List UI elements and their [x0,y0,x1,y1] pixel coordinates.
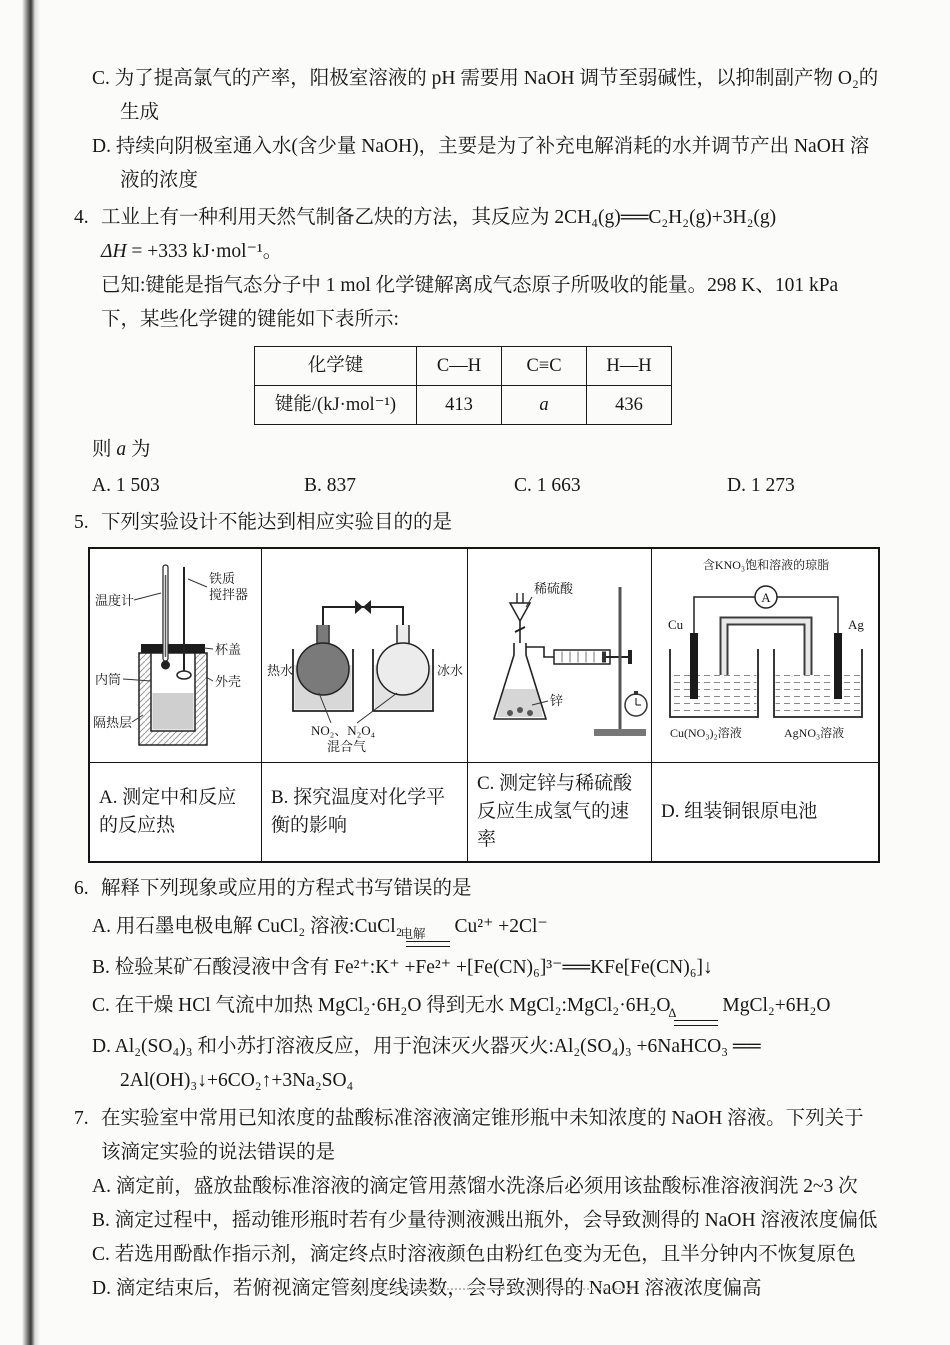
option-4a: A. 1 503 [92,475,160,496]
label-cu-electrode: Cu [668,616,684,632]
scan-artifact-dotted-line [332,1288,632,1290]
label-salt-bridge: 含KNO₃饱和溶液的琼脂 [702,557,830,572]
hot-flask [297,643,349,695]
label-zinc: 锌 [549,692,563,708]
option-4b: B. 837 [304,475,357,496]
label-thermometer: 温度计 [94,592,134,608]
salt-bridge [724,621,808,675]
electrolysis-condition-equals: 电解 [406,928,450,947]
option-6d-line1: D. Al₂(SO₄)₃ 和小苏打溶液反应，用于泡沫灭火器灭火:Al₂(SO₄)₃ +6NaHCO₃ ══ [92,1036,761,1057]
table-cell: 436 [587,386,672,425]
experiment-table [88,547,880,863]
gas-rate-diagram [470,553,650,759]
option-3c: C. 为了提高氯气的产率，阳极室溶液的 pH 需要用 NaOH 调节至弱碱性，以抑制副产物 O₂的生成 [92,68,879,123]
question-7 [74,1102,880,1170]
stopwatch-icon [625,691,647,716]
label-stirrer-line2: 搅拌器 [208,586,248,602]
experiment-a-diagram [90,549,262,763]
delta-h: ΔH [101,241,127,262]
question-7-stem: 在实验室中常用已知浓度的盐酸标准溶液滴定锥形瓶中未知浓度的 NaOH 溶液。下列关于该滴定实验的说法错误的是 [101,1108,864,1163]
label-hot-water: 热水 [266,662,293,678]
question-4-options [92,469,880,503]
label-ag-solution: AgNO₃溶液 [784,725,845,740]
question-4-stem-line3: 已知:键能是指气态分子中 1 mol 化学键解离成气态原子所吸收的能量。298 K、101 kPa 下，某些化学键的键能如下表所示: [101,275,839,330]
question-5 [74,506,880,540]
label-ag-electrode: Ag [848,616,864,632]
scan-left-edge-shadow [22,0,40,1345]
table-header-cell: C≡C [502,347,587,386]
calorimeter-diagram [91,553,261,759]
question-6 [74,872,880,1098]
experiment-c-diagram [468,549,652,763]
label-stirrer-line1: 铁质 [208,570,235,586]
question-4-stem-line2: ΔH = +333 kJ·mol⁻¹。 [101,241,283,262]
question-6-number: 6. [74,878,89,899]
question-4-prompt: 则 a 为 [92,439,151,460]
option-7b: B. 滴定过程中，摇动锥形瓶时若有少量待测液溅出瓶外，会导致测得的 NaOH 溶液浓度偏低 [92,1210,878,1231]
table-header-cell: 化学键 [255,347,417,386]
label-dilute-sulfuric-acid: 稀硫酸 [533,580,573,596]
option-7c: C. 若选用酚酞作指示剂，滴定终点时溶液颜色由粉红色变为无色，且半分钟内不恢复原色 [92,1244,856,1265]
ag-electrode [834,633,842,699]
experiment-a-caption: A. 测定中和反应的反应热 [90,763,262,861]
option-4d: D. 1 273 [727,475,795,496]
experiment-b-caption: B. 探究温度对化学平衡的影响 [262,763,468,861]
question-7-number: 7. [74,1108,89,1129]
label-cup-lid: 杯盖 [214,641,241,657]
experiment-c-caption: C. 测定锌与稀硫酸反应生成氢气的速率 [468,763,652,861]
option-6d-line2: 2Al(OH)₃↓+6CO₂↑+3Na₂SO₄ [120,1070,354,1091]
option-6c: C. 在干燥 HCl 气流中加热 MgCl₂·6H₂O 得到无水 MgCl₂:MgCl₂·6H₂O Δ MgCl₂+6H₂O [92,989,880,1026]
question-6-stem: 解释下列现象或应用的方程式书写错误的是 [101,878,472,899]
option-7d: D. 滴定结束后，若俯视滴定管刻度线读数，会导致测得的 NaOH 溶液浓度偏高 [92,1278,762,1299]
question-5-stem: 下列实验设计不能达到相应实验目的的是 [101,512,453,533]
experiment-b-diagram [262,549,468,763]
cu-electrode [690,633,698,699]
heat-condition-equals: Δ [674,1007,718,1026]
question-4 [74,201,880,337]
label-inner-cylinder: 内筒 [94,671,121,687]
table-header-cell: C—H [417,347,502,386]
experiment-d-diagram [652,549,880,763]
question-4-stem [101,201,880,337]
table-header-cell: H—H [587,347,672,386]
label-insulation-layer: 隔热层 [92,714,132,730]
bond-energy-table [254,346,672,425]
table-cell: a [502,386,587,425]
option-3d: D. 持续向阴极室通入水(含少量 NaOH)，主要是为了补充电解消耗的水并调节产出 NaOH 溶液的浓度 [92,136,870,191]
option-6b: B. 检验某矿石酸浸液中含有 Fe²⁺:K⁺ +Fe²⁺ +[Fe(CN)₆]³⁻══KFe[Fe(CN)₆]↓ [92,957,713,978]
label-gas-mixture-line2: 混合气 [326,738,366,754]
table-header-row [255,347,672,386]
question-4-number: 4. [74,207,89,228]
question-4-stem-line1: 工业上有一种利用天然气制备乙炔的方法，其反应为 2CH₄(g)══C₂H₂(g)+3H₂(g) [101,207,777,228]
table-row-label: 键能/(kJ·mol⁻¹) [255,386,417,425]
option-6a: A. 用石墨电极电解 CuCl₂ 溶液:CuCl₂ 电解 Cu²⁺ +2Cl⁻ [92,910,880,947]
label-cu-solution: Cu(NO₃)₂溶液 [670,725,742,740]
table-cell: 413 [417,386,502,425]
label-ammeter: A [761,589,771,605]
cold-flask [377,643,429,695]
temperature-equilibrium-diagram [265,553,465,759]
table-value-row [255,386,672,425]
valve-icon [355,600,363,614]
label-cold-water: 冰水 [436,662,463,678]
option-4c: C. 1 663 [514,475,581,496]
cup-lid [141,644,205,653]
label-outer-shell: 外壳 [214,673,241,689]
galvanic-cell-diagram [654,553,878,759]
option-6d [92,1030,880,1098]
experiment-d-caption: D. 组装铜银原电池 [661,801,818,822]
label-gas-mixture-line1: NO₂、N₂O₄ [310,722,375,738]
exam-page [74,62,880,1306]
question-5-number: 5. [74,512,89,533]
option-7a: A. 滴定前，盛放盐酸标准溶液的滴定管用蒸馏水洗涤后必须用该盐酸标准溶液润洗 2~3 次 [92,1176,858,1197]
